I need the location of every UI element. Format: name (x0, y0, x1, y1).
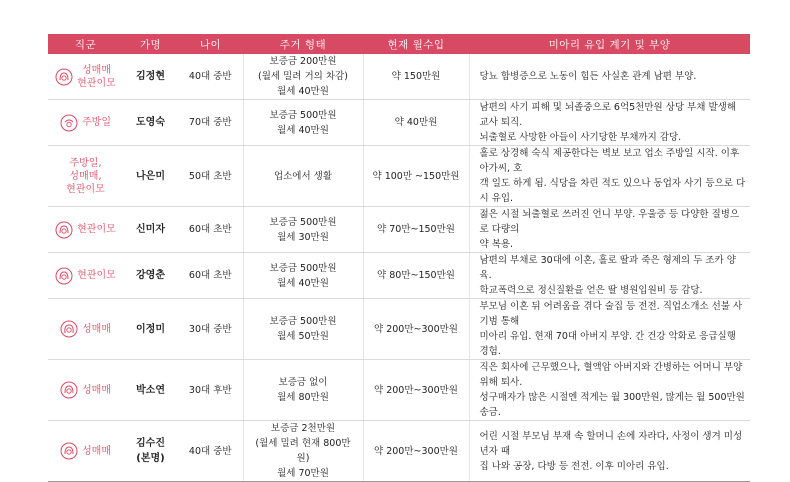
income: 약 100만 ~150만원 (372, 170, 460, 182)
profile-table-container (48, 34, 750, 482)
reason-line: 남편의 사기 피해 및 뇌졸중으로 6억5천만원 상당 부채 발생해 교사 퇴직. (479, 102, 736, 128)
header-age: 나이 (178, 34, 243, 54)
alias: 김정현 (136, 71, 165, 82)
reason-line: 직은 회사에 근무했으나, 혈액암 아버지와 간병하는 어머니 부양 위해 퇴사. (479, 362, 743, 388)
job-label: 현관이모 (77, 270, 116, 281)
housing-line: 보증금 200만원 (269, 56, 337, 67)
reason-line: 어린 시절 부모님 부재 속 할머니 손에 자라다, 사정이 생겨 미성년자 때 (479, 430, 743, 457)
reason-line: 뇌출혈로 사망한 아들이 사기당한 부채까지 감당. (479, 132, 682, 143)
reason-line: 미아리 유입. 현재 70대 아버지 부양. 간 건강 악화로 응급실행 경험. (479, 331, 736, 357)
alias-note: (본명) (136, 453, 165, 464)
table-row (48, 360, 750, 421)
job-label: 성매매 (82, 384, 111, 396)
job-label: 성매매 (82, 445, 111, 457)
income: 약 200만~300만원 (374, 384, 458, 396)
housing-line: 월세 70만원 (277, 468, 329, 479)
table-row (48, 253, 750, 299)
housing-line: (월세 밀려 현재 800만원) (255, 438, 351, 464)
alias: 김수진 (136, 438, 165, 449)
alias: 나은미 (136, 170, 165, 182)
age: 40대 중반 (188, 445, 232, 457)
job-label: 현관이모 (77, 77, 116, 89)
reason-line: 객 일도 하게 됨. 식당을 차린 적도 있으나 동업자 사기 등으로 다시 유입. (479, 178, 746, 204)
housing-line: 월세 80만원 (277, 392, 329, 403)
age: 30대 후반 (188, 384, 232, 396)
age: 60대 초반 (188, 224, 232, 235)
table-row (48, 146, 750, 207)
job-label: 주방일 (82, 117, 111, 128)
alias: 도영숙 (136, 117, 165, 128)
woman-face-icon (60, 381, 78, 399)
alias: 박소연 (136, 384, 165, 396)
income: 약 40만원 (394, 117, 438, 128)
age: 70대 중반 (188, 117, 232, 128)
reason-line: 젊은 시절 뇌출혈로 쓰러진 언니 부양. 우울증 등 다양한 질병으로 다량의 (479, 209, 740, 235)
housing-line: 보증금 500만원 (269, 109, 337, 121)
income: 약 80만~150만원 (377, 270, 455, 281)
age: 50대 초반 (188, 170, 232, 182)
woman-face-icon (60, 320, 78, 338)
age: 40대 중반 (188, 71, 232, 82)
reason-line: 학교폭력으로 정신질환을 얻은 딸 병원입원비 등 감당. (479, 285, 703, 296)
reason-line: 집 나와 공장, 다방 등 전전. 이후 미아리 유입. (479, 460, 669, 472)
header-job: 직군 (48, 34, 123, 54)
housing-line: 월세 30만원 (277, 231, 329, 243)
reason-line: 남편의 부채로 30대에 이혼, 홀로 딸과 죽은 형제의 두 조카 양육. (479, 255, 736, 281)
income: 약 150만원 (391, 71, 441, 82)
job-label: 성매매 (82, 323, 111, 335)
table-row (48, 207, 750, 253)
job-label: 성매매, (69, 170, 102, 182)
reason-line: 부모님 이혼 뒤 어려움을 겪다 술집 등 전전. 직업소개소 선불 사기범 통해 (479, 301, 743, 327)
housing-line: 업소에서 생활 (273, 170, 333, 182)
alias: 신미자 (136, 224, 165, 235)
job-label: 현관이모 (77, 224, 116, 235)
table-row (48, 421, 750, 482)
job-label: 현관이모 (66, 183, 105, 195)
header-housing: 주거 형태 (243, 34, 363, 54)
woman-face-icon (60, 114, 78, 132)
income: 약 200만~300만원 (374, 445, 458, 457)
job-cell (54, 381, 117, 399)
job-cell (54, 267, 117, 285)
housing-line: 보증금 500만원 (269, 216, 337, 228)
housing-line: 보증금 500만원 (269, 316, 337, 327)
woman-face-icon (55, 68, 73, 86)
reason-line: 홀로 상경해 숙식 제공한다는 벽보 보고 업소 주방일 시작. 이후 아가씨, 호 (479, 148, 740, 174)
table-row (48, 100, 750, 146)
reason-line: 당뇨 합병증으로 노동이 힘든 사실혼 관계 남편 부양. (479, 71, 697, 82)
header-reason: 미아리 유입 계기 및 부양 (469, 34, 750, 54)
age: 30대 중반 (188, 323, 232, 335)
table-row (48, 54, 750, 100)
job-cell (54, 320, 117, 338)
reason-line: 성구매자가 많은 시절엔 적게는 월 300만원, 많게는 월 500만원 송금. (479, 392, 745, 418)
profile-table (48, 34, 750, 482)
alias: 이정미 (136, 323, 165, 335)
income: 약 200만~300만원 (374, 323, 458, 335)
housing-line: 보증금 500만원 (269, 262, 337, 274)
table-row (48, 299, 750, 360)
job-cell (54, 221, 117, 239)
housing-line: 보증금 없이 (278, 377, 328, 388)
table-header-row (48, 34, 750, 54)
housing-line: 월세 40만원 (277, 124, 329, 136)
job-cell (54, 64, 117, 90)
alias: 강영춘 (136, 270, 165, 281)
job-label: 성매매 (82, 64, 111, 76)
income: 약 70만~150만원 (377, 224, 455, 235)
job-cell (54, 157, 117, 196)
housing-line: 월세 40만원 (277, 277, 329, 289)
woman-face-icon (55, 221, 73, 239)
housing-line: 월세 50만원 (277, 331, 329, 342)
age: 60대 초반 (188, 270, 232, 281)
header-alias: 가명 (123, 34, 178, 54)
job-cell (54, 442, 117, 460)
housing-line: (월세 밀려 거의 차감) (258, 71, 348, 82)
job-label: 주방일, (69, 157, 102, 169)
woman-face-icon (55, 267, 73, 285)
housing-line: 보증금 2천만원 (270, 423, 336, 434)
job-cell (54, 114, 117, 132)
woman-face-icon (60, 442, 78, 460)
header-income: 현재 월수입 (363, 34, 469, 54)
housing-line: 월세 40만원 (277, 86, 329, 97)
reason-line: 약 복용. (479, 239, 514, 250)
